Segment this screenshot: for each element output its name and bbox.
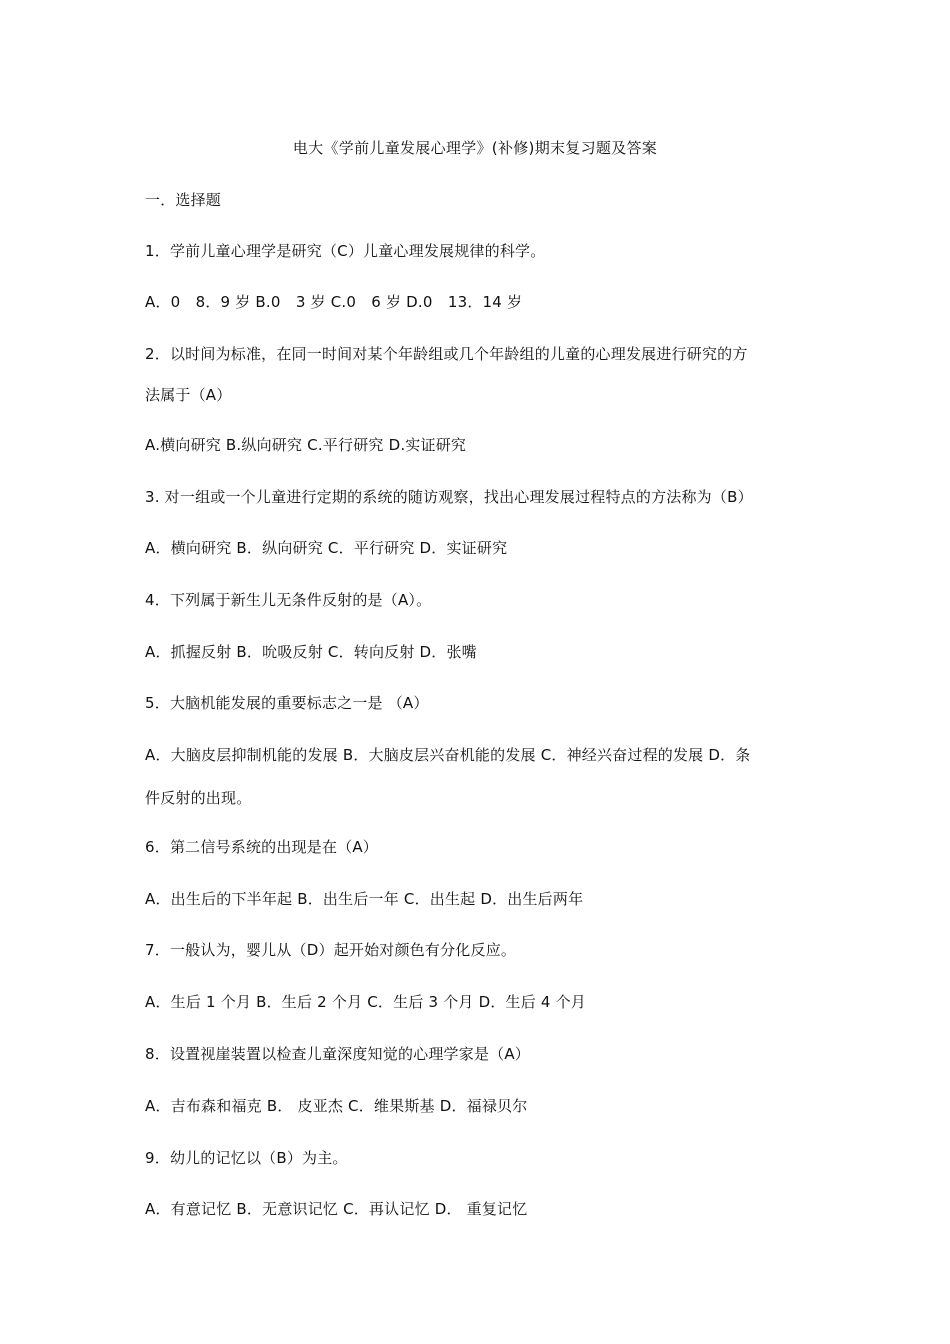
document-title: 电大《学前儿童发展心理学》(补修)期末复习题及答案	[292, 139, 658, 157]
question-4: 4．下列属于新生儿无条件反射的是（A）。	[145, 591, 432, 609]
question-9: 9．幼儿的记忆以（B）为主。	[145, 1149, 348, 1167]
question-6: 6．第二信号系统的出现是在（A）	[145, 838, 379, 856]
question-6-options: A．出生后的下半年起 B．出生后一年 C．出生起 D．出生后两年	[145, 890, 584, 908]
question-2: 2．以时间为标准，在同一时间对某个年龄组或几个年龄组的儿童的心理发展进行研究的方	[145, 345, 748, 363]
question-8-options: A．吉布森和福克 B． 皮亚杰 C．维果斯基 D．福禄贝尔	[145, 1097, 528, 1115]
question-1-options: A．0 8．9 岁 B.0 3 岁 C.0 6 岁 D.0 13．14 岁	[145, 293, 523, 311]
question-7-options: A．生后 1 个月 B．生后 2 个月 C．生后 3 个月 D．生后 4 个月	[145, 993, 587, 1011]
question-1: 1．学前儿童心理学是研究（C）儿童心理发展规律的科学。	[145, 242, 546, 260]
question-4-options: A．抓握反射 B．吮吸反射 C．转向反射 D．张嘴	[145, 643, 477, 661]
section-heading: 一．选择题	[145, 191, 222, 209]
question-5-options-continued: 件反射的出现。	[145, 789, 252, 807]
question-9-options: A．有意记忆 B．无意识记忆 C．再认记忆 D． 重复记忆	[145, 1200, 528, 1218]
question-7: 7．一般认为，婴儿从（D）起开始对颜色有分化反应。	[145, 941, 517, 959]
question-2-options: A.横向研究 B.纵向研究 C.平行研究 D.实证研究	[145, 436, 467, 454]
question-5: 5．大脑机能发展的重要标志之一是 （A）	[145, 694, 429, 712]
question-5-options: A．大脑皮层抑制机能的发展 B．大脑皮层兴奋机能的发展 C．神经兴奋过程的发展 D．条	[145, 746, 751, 764]
question-3-options: A．横向研究 B．纵向研究 C．平行研究 D．实证研究	[145, 539, 508, 557]
question-2-continued: 法属于（A）	[145, 386, 232, 404]
question-8: 8．设置视崖装置以检查儿童深度知觉的心理学家是（A）	[145, 1045, 531, 1063]
question-3: 3. 对一组或一个儿童进行定期的系统的随访观察，找出心理发展过程特点的方法称为（B）	[145, 488, 753, 506]
